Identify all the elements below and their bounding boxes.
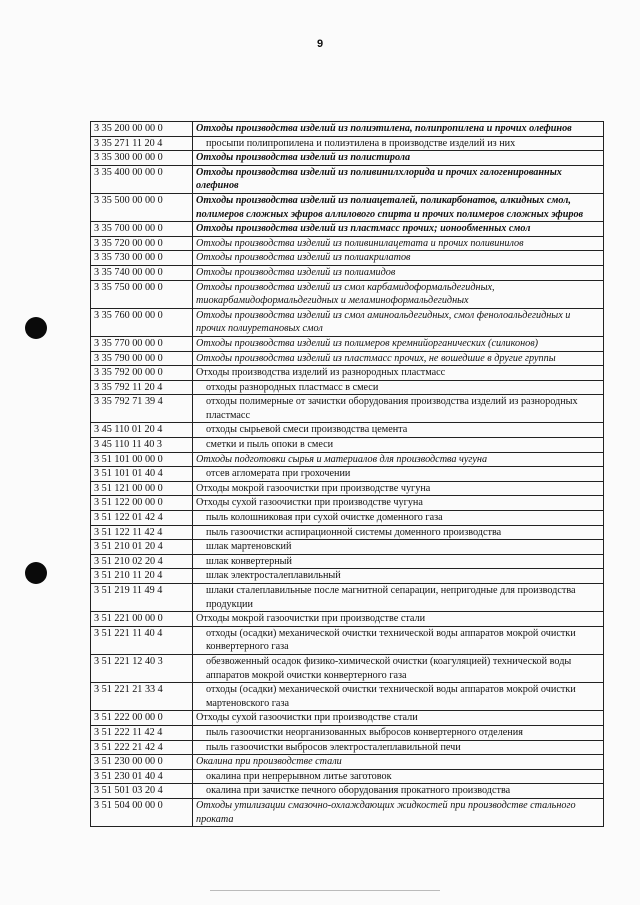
waste-code-cell: 3 35 792 11 20 4	[91, 380, 193, 395]
table-row	[91, 193, 604, 221]
waste-code-cell: 3 51 222 21 42 4	[91, 740, 193, 755]
waste-name-cell: Отходы мокрой газоочистки при производстве стали	[193, 612, 604, 627]
page-edge-line	[210, 890, 440, 891]
waste-name-cell: Отходы производства изделий из пластмасс прочих, не вошедшие в другие группы	[193, 351, 604, 366]
table-row	[91, 740, 604, 755]
waste-name-cell: пыль газоочистки неорганизованных выбросов конвертерного отделения	[193, 725, 604, 740]
table-row	[91, 452, 604, 467]
waste-code-cell: 3 51 122 11 42 4	[91, 525, 193, 540]
waste-name-cell: сметки и пыль опоки в смеси	[193, 438, 604, 453]
waste-name-cell: Отходы мокрой газоочистки при производстве чугуна	[193, 481, 604, 496]
waste-code-cell: 3 51 504 00 00 0	[91, 798, 193, 826]
table-row	[91, 395, 604, 423]
waste-name-cell: Отходы производства изделий из смол аминоальдегидных, смол фенолоальдегидных и прочих полиуретановых смол	[193, 308, 604, 336]
table-row	[91, 540, 604, 555]
waste-name-cell: шлак конвертерный	[193, 554, 604, 569]
waste-name-cell: Отходы утилизации смазочно-охлаждающих жидкостей при производстве стального проката	[193, 798, 604, 826]
table-row	[91, 525, 604, 540]
waste-code-cell: 3 51 210 01 20 4	[91, 540, 193, 555]
waste-code-cell: 3 45 110 11 40 3	[91, 438, 193, 453]
waste-name-cell: Отходы производства изделий из поливинилацетата и прочих поливинилов	[193, 236, 604, 251]
table-row	[91, 265, 604, 280]
waste-code-cell: 3 51 222 11 42 4	[91, 725, 193, 740]
table-row	[91, 683, 604, 711]
waste-name-cell: Отходы сухой газоочистки при производстве стали	[193, 711, 604, 726]
table-row	[91, 380, 604, 395]
waste-code-cell: 3 51 210 02 20 4	[91, 554, 193, 569]
waste-code-cell: 3 35 720 00 00 0	[91, 236, 193, 251]
waste-code-cell: 3 35 730 00 00 0	[91, 251, 193, 266]
waste-name-cell: окалина при зачистке печного оборудования прокатного производства	[193, 784, 604, 799]
waste-code-cell: 3 35 790 00 00 0	[91, 351, 193, 366]
waste-name-cell: Отходы производства изделий из пластмасс прочих; ионообменных смол	[193, 222, 604, 237]
punch-hole	[25, 317, 47, 339]
waste-code-cell: 3 51 230 00 00 0	[91, 755, 193, 770]
waste-name-cell: Отходы сухой газоочистки при производстве чугуна	[193, 496, 604, 511]
waste-name-cell: отходы (осадки) механической очистки технической воды аппаратов мокрой очистки мартеновского газа	[193, 683, 604, 711]
waste-code-cell: 3 51 221 11 40 4	[91, 626, 193, 654]
waste-name-cell: отсев агломерата при грохочении	[193, 467, 604, 482]
table-row	[91, 122, 604, 137]
table-row	[91, 769, 604, 784]
table-row	[91, 423, 604, 438]
table-row	[91, 626, 604, 654]
waste-name-cell: окалина при непрерывном литье заготовок	[193, 769, 604, 784]
waste-code-cell: 3 35 271 11 20 4	[91, 136, 193, 151]
waste-code-cell: 3 51 122 00 00 0	[91, 496, 193, 511]
waste-name-cell: отходы полимерные от зачистки оборудования производства изделий из разнородных пластмасс	[193, 395, 604, 423]
table-row	[91, 612, 604, 627]
waste-name-cell: Отходы производства изделий из полимеров кремнийорганических (силиконов)	[193, 336, 604, 351]
table-row	[91, 654, 604, 682]
waste-code-cell: 3 35 750 00 00 0	[91, 280, 193, 308]
waste-name-cell: Отходы производства изделий из поливинилхлорида и прочих галогенированных олефинов	[193, 165, 604, 193]
waste-code-cell: 3 51 101 00 00 0	[91, 452, 193, 467]
waste-name-cell: Отходы производства изделий из полиакрилатов	[193, 251, 604, 266]
waste-name-cell: пыль газоочистки выбросов электросталеплавильной печи	[193, 740, 604, 755]
waste-name-cell: шлак электросталеплавильный	[193, 569, 604, 584]
waste-name-cell: отходы (осадки) механической очистки технической воды аппаратов мокрой очистки конвертерного газа	[193, 626, 604, 654]
waste-code-cell: 3 35 792 71 39 4	[91, 395, 193, 423]
waste-name-cell: обезвоженный осадок физико-химической очистки (коагуляцией) технической воды аппаратов мокрой очистки конвертерного газа	[193, 654, 604, 682]
waste-code-cell: 3 51 501 03 20 4	[91, 784, 193, 799]
waste-code-cell: 3 45 110 01 20 4	[91, 423, 193, 438]
waste-name-cell: отходы разнородных пластмасс в смеси	[193, 380, 604, 395]
table-row	[91, 467, 604, 482]
waste-name-cell: просыпи полипропилена и полиэтилена в производстве изделий из них	[193, 136, 604, 151]
waste-code-cell: 3 51 230 01 40 4	[91, 769, 193, 784]
table-row	[91, 336, 604, 351]
waste-code-cell: 3 51 219 11 49 4	[91, 584, 193, 612]
table-row	[91, 280, 604, 308]
waste-code-cell: 3 51 122 01 42 4	[91, 511, 193, 526]
table-row	[91, 511, 604, 526]
waste-code-cell: 3 35 700 00 00 0	[91, 222, 193, 237]
waste-name-cell: шлак мартеновский	[193, 540, 604, 555]
waste-name-cell: шлаки сталеплавильные после магнитной сепарации, непригодные для производства продукции	[193, 584, 604, 612]
waste-code-cell: 3 51 121 00 00 0	[91, 481, 193, 496]
waste-name-cell: Отходы подготовки сырья и материалов для производства чугуна	[193, 452, 604, 467]
table-row	[91, 366, 604, 381]
table-row	[91, 351, 604, 366]
waste-code-cell: 3 35 770 00 00 0	[91, 336, 193, 351]
waste-codes-table	[90, 121, 604, 827]
waste-name-cell: Отходы производства изделий из полиацеталей, поликарбонатов, алкидных смол, полимеров сложных эфиров аллилового спирта и прочих полимеров сложных эфиров	[193, 193, 604, 221]
waste-name-cell: Отходы производства изделий из полиэтилена, полипропилена и прочих олефинов	[193, 122, 604, 137]
table-row	[91, 165, 604, 193]
waste-name-cell: Окалина при производстве стали	[193, 755, 604, 770]
waste-code-cell: 3 51 101 01 40 4	[91, 467, 193, 482]
table-row	[91, 569, 604, 584]
waste-name-cell: Отходы производства изделий из полиамидов	[193, 265, 604, 280]
waste-name-cell: Отходы производства изделий из разнородных пластмасс	[193, 366, 604, 381]
waste-name-cell: пыль газоочистки аспирационной системы доменного производства	[193, 525, 604, 540]
table-row	[91, 798, 604, 826]
table-row	[91, 725, 604, 740]
waste-code-cell: 3 35 400 00 00 0	[91, 165, 193, 193]
waste-code-cell: 3 35 792 00 00 0	[91, 366, 193, 381]
waste-code-cell: 3 51 222 00 00 0	[91, 711, 193, 726]
waste-name-cell: пыль колошниковая при сухой очистке доменного газа	[193, 511, 604, 526]
waste-code-cell: 3 51 221 12 40 3	[91, 654, 193, 682]
table-row	[91, 496, 604, 511]
page-number: 9	[316, 38, 324, 50]
table-row	[91, 755, 604, 770]
table-row	[91, 236, 604, 251]
waste-name-cell: Отходы производства изделий из полистирола	[193, 151, 604, 166]
table-row	[91, 222, 604, 237]
waste-code-cell: 3 35 200 00 00 0	[91, 122, 193, 137]
waste-code-cell: 3 35 760 00 00 0	[91, 308, 193, 336]
waste-code-cell: 3 35 500 00 00 0	[91, 193, 193, 221]
table-row	[91, 711, 604, 726]
waste-code-cell: 3 51 221 00 00 0	[91, 612, 193, 627]
table-row	[91, 584, 604, 612]
table-row	[91, 481, 604, 496]
waste-name-cell: Отходы производства изделий из смол карбамидоформальдегидных, тиокарбамидоформальдегидных и меламиноформальдегидных	[193, 280, 604, 308]
table-row	[91, 251, 604, 266]
waste-code-cell: 3 35 300 00 00 0	[91, 151, 193, 166]
waste-code-cell: 3 51 210 11 20 4	[91, 569, 193, 584]
waste-code-cell: 3 51 221 21 33 4	[91, 683, 193, 711]
waste-code-cell: 3 35 740 00 00 0	[91, 265, 193, 280]
table-row	[91, 136, 604, 151]
table-row	[91, 784, 604, 799]
table-row	[91, 151, 604, 166]
waste-name-cell: отходы сырьевой смеси производства цемента	[193, 423, 604, 438]
punch-hole	[25, 562, 47, 584]
table-row	[91, 554, 604, 569]
table-row	[91, 438, 604, 453]
table-row	[91, 308, 604, 336]
